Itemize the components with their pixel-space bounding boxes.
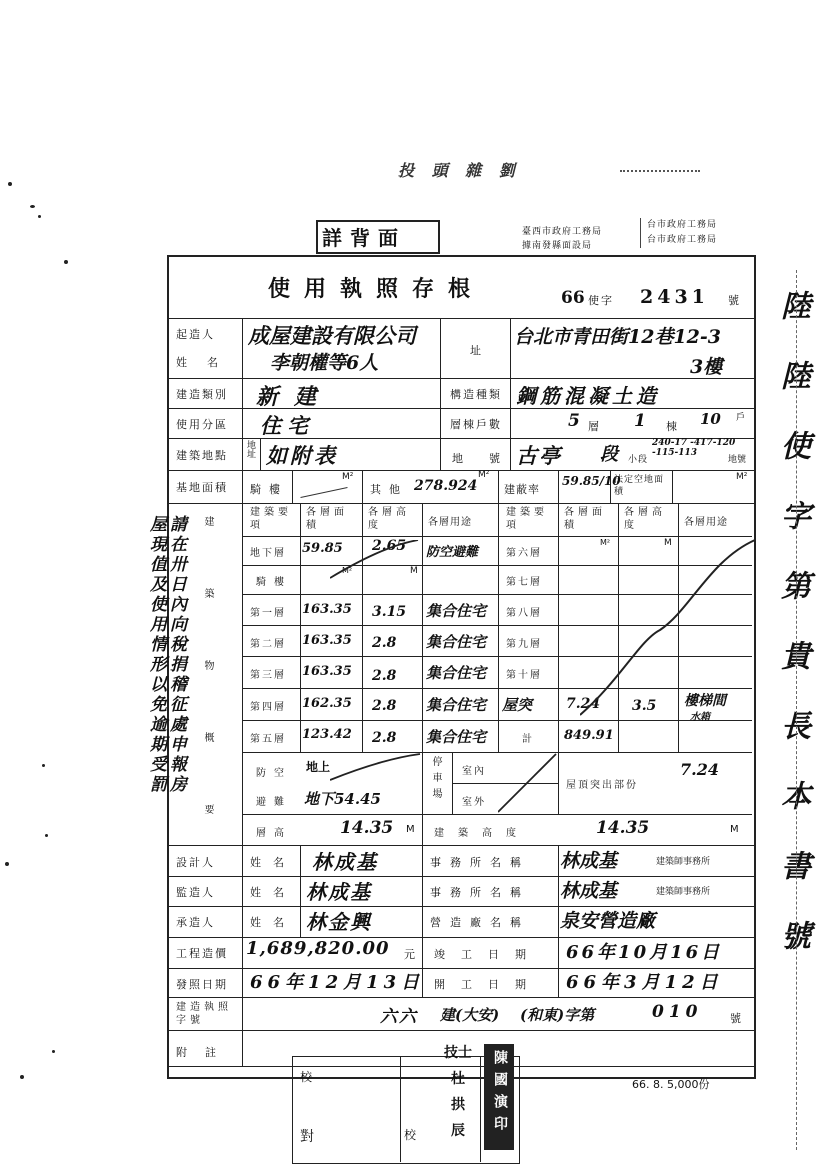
rule xyxy=(480,1056,481,1162)
floor-name: 第七層 xyxy=(506,577,542,588)
cost-value: 1,689,820.00 xyxy=(246,938,390,959)
rule xyxy=(498,470,499,503)
tax-notice-col1: 請在卅日內向稅捐稽征處申報房 xyxy=(166,515,186,795)
scan-speck xyxy=(42,764,45,767)
floor-height: 3.5 xyxy=(632,698,657,714)
other-area-unit: M² xyxy=(478,470,490,480)
permit-serial: 010 xyxy=(652,1002,703,1022)
applicant-label: 起造人 xyxy=(176,328,215,341)
designer-office-suffix: 建築師事務所 xyxy=(656,857,711,867)
rule xyxy=(167,876,754,877)
rule xyxy=(558,752,559,814)
review-mark: 校 xyxy=(404,1128,419,1142)
total-label: 計 xyxy=(522,734,534,745)
floor-name: 第五層 xyxy=(250,734,286,745)
license-word: 使字 xyxy=(588,294,614,307)
scan-noise-mark xyxy=(620,170,700,178)
scan-speck xyxy=(38,215,41,218)
floor-height: 2.8 xyxy=(372,635,397,651)
rule xyxy=(292,470,293,503)
note-label: 附註 xyxy=(176,1046,234,1059)
legal-open-space-unit: M² xyxy=(736,472,748,482)
parking-label: 停車場 xyxy=(430,756,441,804)
rule xyxy=(362,470,363,503)
floor-area: 59.85 xyxy=(302,541,343,556)
floor-height-label: 層高 xyxy=(256,828,292,839)
floor-name: 地下層 xyxy=(250,548,286,559)
contractor-office: 泉安營造廠 xyxy=(560,910,656,932)
arcade-unit: M² xyxy=(342,472,354,482)
floor-use: 樓梯間 xyxy=(684,693,726,709)
floor-name: 第一層 xyxy=(250,608,286,619)
rule xyxy=(422,503,423,752)
floor-use: 集合住宅 xyxy=(426,728,487,746)
address-label: 址 xyxy=(470,344,483,357)
header-use-right: 各層用途 xyxy=(684,517,728,528)
floor-use: 集合住宅 xyxy=(426,602,487,620)
issue-date: 66年12月13日 xyxy=(250,972,425,993)
title-tag: 詳背面 xyxy=(322,226,406,250)
building-height-value: 14.35 xyxy=(596,818,650,838)
parking-outdoor-label: 室外 xyxy=(462,797,486,808)
rule xyxy=(167,503,754,504)
floors-value: 5 xyxy=(568,411,580,431)
building-height-label: 建築高度 xyxy=(434,828,530,839)
supervisor-office-suffix: 建築師事務所 xyxy=(656,887,711,897)
rule xyxy=(440,378,441,470)
floor-area: 163.35 xyxy=(302,633,352,648)
floor-name: 第二層 xyxy=(250,639,286,650)
floor-name: 第八層 xyxy=(506,608,542,619)
agency-stamp-left xyxy=(522,225,602,253)
lot-numbers: 240-17 -417-120 -115-113 xyxy=(652,438,736,458)
contractor-office-label: 營造廠名稱 xyxy=(430,916,530,929)
scan-speck xyxy=(45,834,48,837)
contractor-name-label: 姓名 xyxy=(250,916,296,929)
designer-office: 林成基 xyxy=(560,850,618,872)
structure-label: 構造種類 xyxy=(450,388,502,401)
site-label: 建築地點 xyxy=(176,449,228,462)
rule xyxy=(167,997,754,998)
rule xyxy=(498,503,499,752)
cost-unit: 元 xyxy=(404,948,417,961)
floor-height: 2.8 xyxy=(372,698,397,714)
floors-unit: 層 xyxy=(588,420,601,433)
floor-height-unit: M xyxy=(406,824,415,835)
shelter-label: 避難 xyxy=(256,797,292,808)
adjacent-page-fragment: 陸陸使字第貴長本書號 xyxy=(775,290,810,990)
use-zone-label: 使用分區 xyxy=(176,418,228,431)
floor-name: 第三層 xyxy=(250,670,286,681)
floor-use: 集合住宅 xyxy=(426,664,487,682)
parking-indoor-label: 室內 xyxy=(462,766,486,777)
roof-projection-label: 屋頂突出部份 xyxy=(566,780,638,791)
rule xyxy=(167,845,754,846)
rule xyxy=(242,752,752,753)
roof-use-note: 水箱 xyxy=(690,712,710,723)
floor-use: 集合住宅 xyxy=(426,696,487,714)
rule xyxy=(242,814,752,815)
scan-speck xyxy=(64,260,68,264)
floor-name: 第十層 xyxy=(506,670,542,681)
floor-height-value: 14.35 xyxy=(340,818,394,838)
reviewer-stamp xyxy=(440,1040,476,1144)
m2-unit: M² xyxy=(600,538,611,547)
site-address-label: 地址 xyxy=(245,440,255,458)
start-date: 66年3月12日 xyxy=(566,972,723,993)
arcade-row-strike xyxy=(330,540,420,580)
rule xyxy=(167,1030,754,1031)
unused-floors-strike xyxy=(580,520,760,720)
permit-prefix: 六六 xyxy=(380,1007,418,1027)
rule xyxy=(422,814,423,845)
rule xyxy=(167,906,754,907)
supervisor-name: 林成基 xyxy=(306,880,372,904)
civil-defense-label: 防空 xyxy=(256,768,292,779)
pair-label: 對 xyxy=(300,1129,316,1145)
reviewer-title: 技士 xyxy=(444,1045,472,1061)
floor-use: 防空避難 xyxy=(426,545,479,560)
permit-word: (和東)字第 xyxy=(520,1006,595,1024)
rule xyxy=(422,845,423,937)
reviewer-char: 杜 xyxy=(451,1071,465,1087)
floor-height: 3.15 xyxy=(372,604,407,620)
building-height-unit: M xyxy=(730,824,739,835)
permit-district: 建(大安) xyxy=(440,1006,500,1024)
build-type-label: 建造類別 xyxy=(176,388,228,401)
floor-area: 123.42 xyxy=(302,727,352,742)
floor-area: 7.24 xyxy=(566,696,601,712)
agency-stamp-right xyxy=(640,218,717,248)
floor-height: 2.65 xyxy=(372,538,407,554)
applicant-name-label: 姓名 xyxy=(176,356,238,369)
building-summary-label: 建築物概要 xyxy=(202,516,213,876)
supervisor-label: 監造人 xyxy=(176,886,215,899)
coverage-ratio-label: 建蔽率 xyxy=(504,483,540,496)
rule xyxy=(242,720,752,721)
m-unit: M xyxy=(664,538,672,548)
header-area-left: 各層面積 xyxy=(306,507,348,531)
header-item-left: 建築要項 xyxy=(250,507,292,531)
designer-name-label: 姓名 xyxy=(250,856,296,869)
header-item-right: 建築要項 xyxy=(506,507,548,531)
header-area-right: 各層面積 xyxy=(564,507,606,531)
rule xyxy=(558,470,559,503)
m-unit: M xyxy=(410,566,418,576)
floor-name: 第九層 xyxy=(506,639,542,650)
parking-strike xyxy=(498,752,558,814)
rule xyxy=(242,318,243,1067)
agency-stamp-right-line1: 台市政府工務局 xyxy=(647,220,718,230)
rule xyxy=(260,438,261,470)
official-seal-text: 陳國演印 xyxy=(492,1050,508,1138)
scan-speck xyxy=(5,862,9,866)
scan-speck xyxy=(30,205,35,208)
contractor-name: 林金興 xyxy=(306,910,372,934)
build-type-value: 新建 xyxy=(256,384,333,410)
check-label: 校 xyxy=(300,1070,315,1084)
floor-name: 騎樓 xyxy=(256,577,292,588)
applicant-address-floor: 3樓 xyxy=(690,356,723,378)
floor-area: 163.35 xyxy=(302,664,352,679)
buildings-unit: 棟 xyxy=(666,420,679,433)
civil-defense-value: 地上 xyxy=(306,760,331,774)
rule xyxy=(300,503,301,752)
coverage-ratio-value: 59.85/10 xyxy=(562,474,621,488)
supervisor-name-label: 姓名 xyxy=(250,886,296,899)
designer-label: 設計人 xyxy=(176,856,215,869)
units-unit: 戶 xyxy=(736,413,748,423)
reviewer-char: 辰 xyxy=(451,1123,465,1139)
land-section-suffix: 段 xyxy=(600,444,618,465)
print-info: 66. 8. 5,000份 xyxy=(632,1078,710,1091)
total-area: 849.91 xyxy=(564,728,614,743)
completion-label: 竣工日期 xyxy=(434,948,542,961)
agency-stamp-left-line2: 據南發縣面設局 xyxy=(522,241,593,251)
rule xyxy=(167,470,754,471)
rule xyxy=(558,937,559,997)
floor-name: 第六層 xyxy=(506,548,542,559)
floors-label: 層棟戶數 xyxy=(450,418,502,431)
rule xyxy=(558,503,559,752)
rule xyxy=(400,1056,401,1162)
land-number-label: 地號 xyxy=(452,452,526,465)
permit-number-label: 建造執照字號 xyxy=(176,1002,232,1026)
license-number: 2431 xyxy=(640,286,709,308)
rule xyxy=(167,318,754,319)
floor-area: 162.35 xyxy=(302,696,352,711)
arcade-label: 騎樓 xyxy=(250,483,288,496)
completion-date: 66年10月16日 xyxy=(566,942,723,963)
supervisor-office-label: 事務所名稱 xyxy=(430,886,530,899)
tax-notice-col2: 屋現值及使用情形以免逾期受罰 xyxy=(146,515,166,795)
applicant-company: 成屋建設有限公司 xyxy=(248,323,416,348)
scan-speck xyxy=(8,182,12,186)
scan-speck xyxy=(52,1050,55,1053)
applicant-persons: 李朝權等6人 xyxy=(270,352,379,374)
rule xyxy=(422,752,423,814)
start-date-label: 開工日期 xyxy=(434,978,542,991)
license-hao: 號 xyxy=(728,294,741,307)
rule xyxy=(440,318,441,378)
rule xyxy=(672,470,673,503)
floor-height: 2.8 xyxy=(372,730,397,746)
applicant-address: 台北市青田街12巷12-3 xyxy=(514,326,721,348)
m2-unit: M² xyxy=(342,566,353,575)
sub-section-label: 小段 xyxy=(628,455,649,465)
scan-speck xyxy=(20,1075,24,1079)
top-scan-noise: 投 頭 雜 劉 xyxy=(398,161,521,180)
designer-name: 林成基 xyxy=(312,850,378,874)
site-area-label: 基地面積 xyxy=(176,481,228,494)
buildings-value: 1 xyxy=(634,411,646,431)
supervisor-office: 林成基 xyxy=(560,880,618,902)
issue-date-label: 發照日期 xyxy=(176,978,228,991)
lot-tail: 地號 xyxy=(728,455,747,465)
rule xyxy=(558,845,559,937)
shelter-value: 地下54.45 xyxy=(304,790,381,808)
use-zone-value: 住宅 xyxy=(260,413,314,438)
floor-height: 2.8 xyxy=(372,668,397,684)
header-height-left: 各層高度 xyxy=(368,507,410,531)
permit-hao: 號 xyxy=(730,1012,743,1025)
rule xyxy=(167,378,754,379)
civil-defense-strike xyxy=(330,752,422,782)
other-area-value: 278.924 xyxy=(414,478,478,494)
reviewer-char: 拱 xyxy=(451,1097,465,1113)
floor-area: 163.35 xyxy=(302,602,352,617)
other-area-label: 其他 xyxy=(370,483,408,496)
rule xyxy=(510,318,511,378)
designer-office-label: 事務所名稱 xyxy=(430,856,530,869)
roof-projection-value: 7.24 xyxy=(680,760,719,779)
contractor-label: 承造人 xyxy=(176,916,215,929)
page-edge xyxy=(796,270,797,1150)
rule xyxy=(300,845,301,937)
site-address-value: 如附表 xyxy=(266,443,338,468)
floor-name: 屋突 xyxy=(502,696,533,714)
agency-stamp-left-line1: 臺西市政府工務局 xyxy=(522,227,603,237)
units-value: 10 xyxy=(700,410,721,428)
structure-value: 鋼筋混凝土造 xyxy=(516,384,660,408)
land-section: 古亭 xyxy=(516,443,562,468)
floor-name: 第四層 xyxy=(250,702,286,713)
legal-open-space-label: 法定空地面積 xyxy=(614,475,665,497)
form-title: 使用執照存根 xyxy=(268,277,485,302)
header-height-right: 各層高度 xyxy=(624,507,666,531)
license-year: 66 xyxy=(561,288,585,308)
header-use-left: 各層用途 xyxy=(428,517,472,528)
floor-use: 集合住宅 xyxy=(426,633,487,651)
cost-label: 工程造價 xyxy=(176,947,228,960)
agency-stamp-right-line2: 台市政府工務局 xyxy=(647,235,718,245)
